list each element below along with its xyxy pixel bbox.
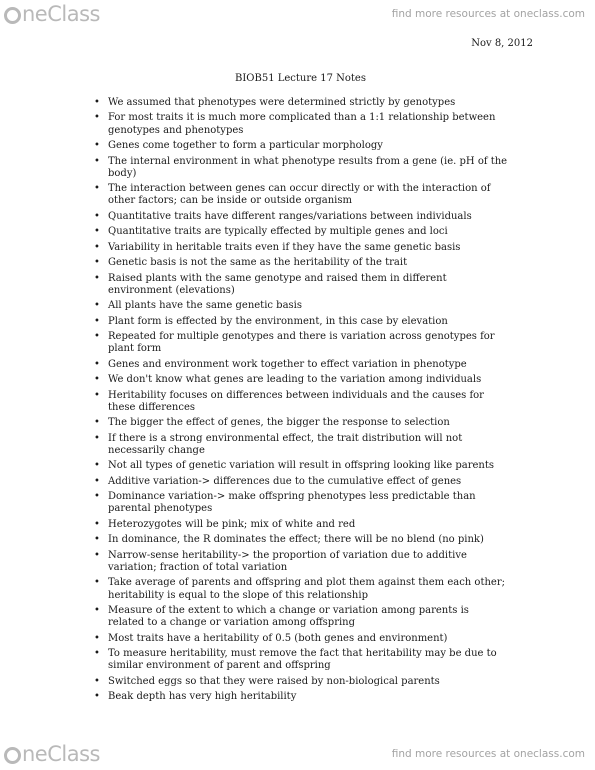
note-text: Narrow-sense heritability-> the proportion of variation due to additive variation; fraction of total variation bbox=[108, 549, 467, 573]
bullet-icon: • bbox=[94, 549, 100, 561]
note-text: Measure of the extent to which a change or variation among parents is related to a change or variation among offspring bbox=[108, 605, 469, 629]
note-text: We assumed that phenotypes were determined strictly by genotypes bbox=[108, 97, 456, 108]
bullet-icon: • bbox=[94, 605, 100, 617]
bullet-icon: • bbox=[94, 432, 100, 444]
note-item bbox=[94, 257, 508, 269]
oneclass-logo-footer[interactable] bbox=[4, 742, 100, 766]
note-item bbox=[94, 97, 508, 109]
note-text: Heterozygotes will be pink; mix of white and red bbox=[108, 518, 356, 530]
bullet-icon: • bbox=[94, 534, 100, 546]
bullet-icon: • bbox=[94, 210, 100, 222]
note-text: Most traits have a heritability of 0.5 (both genes and environment) bbox=[108, 632, 448, 644]
bullet-icon: • bbox=[94, 389, 100, 401]
note-item bbox=[94, 648, 508, 672]
note-item bbox=[94, 534, 508, 546]
note-text: The internal environment in what phenotype results from a gene (ie. pH of the body) bbox=[108, 155, 508, 179]
bullet-icon: • bbox=[94, 374, 100, 386]
note-text: Quantitative traits are typically effected by multiple genes and loci bbox=[108, 226, 448, 238]
bullet-icon: • bbox=[94, 518, 100, 530]
bullet-icon: • bbox=[94, 648, 100, 660]
bullet-icon: • bbox=[94, 675, 100, 687]
logo-ring-icon bbox=[4, 7, 21, 24]
note-item bbox=[94, 315, 508, 328]
note-item bbox=[94, 112, 508, 136]
logo-text: neClass bbox=[22, 742, 100, 766]
note-text: Switched eggs so that they were raised by non-biological parents bbox=[108, 675, 440, 687]
note-text: The bigger the effect of genes, the bigger the response to selection bbox=[108, 417, 450, 429]
note-text: To measure heritability, must remove the fact that heritability may be due to similar environment of parent and offspring bbox=[108, 648, 497, 672]
note-text: Genes come together to form a particular morphology bbox=[108, 140, 383, 152]
note-item bbox=[94, 518, 508, 531]
note-item bbox=[94, 389, 508, 414]
bullet-icon: • bbox=[94, 183, 100, 195]
bullet-icon: • bbox=[94, 691, 100, 703]
note-item bbox=[94, 374, 508, 386]
note-item bbox=[94, 241, 508, 254]
note-item bbox=[94, 675, 508, 688]
bullet-icon: • bbox=[94, 491, 100, 503]
bullet-icon: • bbox=[94, 226, 100, 238]
bullet-icon: • bbox=[94, 331, 100, 343]
note-text: Take average of parents and offspring and plot them against them each other; heritability is equal to the slope of this relationship bbox=[108, 577, 505, 601]
bullet-icon: • bbox=[94, 460, 100, 472]
note-item bbox=[94, 155, 508, 180]
bullet-icon: • bbox=[94, 112, 100, 124]
note-text: Genes and environment work together to effect variation in phenotype bbox=[108, 358, 467, 370]
bullet-icon: • bbox=[94, 577, 100, 589]
oneclass-logo[interactable] bbox=[4, 2, 100, 26]
note-text: Heritability focuses on differences between individuals and the causes for these differences bbox=[108, 389, 484, 413]
note-text: For most traits it is much more complicated than a 1:1 relationship between genotypes and phenotypes bbox=[108, 112, 496, 136]
bullet-icon: • bbox=[94, 632, 100, 644]
note-text: Dominance variation-> make offspring phenotypes less predictable than parental phenotypes bbox=[108, 491, 476, 515]
note-item bbox=[94, 417, 508, 429]
note-text: Raised plants with the same genotype and raised them in different environment (elevations) bbox=[108, 272, 447, 296]
note-item bbox=[94, 331, 508, 355]
note-item bbox=[94, 577, 508, 601]
logo-text: neClass bbox=[22, 2, 100, 26]
note-item bbox=[94, 549, 508, 574]
bullet-icon: • bbox=[94, 140, 100, 152]
logo-ring-icon bbox=[4, 747, 21, 764]
bullet-icon: • bbox=[94, 97, 100, 108]
note-text: If there is a strong environmental effect, the trait distribution will not necessarily change bbox=[108, 432, 463, 456]
document-title: BIOB51 Lecture 17 Notes bbox=[235, 73, 366, 84]
page-footer bbox=[0, 734, 595, 770]
note-text: Additive variation-> differences due to the cumulative effect of genes bbox=[108, 475, 462, 487]
note-item bbox=[94, 632, 508, 645]
note-text: The interaction between genes can occur directly or with the interaction of other factors; can be inside or outside organism bbox=[108, 183, 491, 207]
notes-list bbox=[94, 97, 508, 707]
note-item bbox=[94, 358, 508, 371]
note-text: Quantitative traits have different ranges/variations between individuals bbox=[108, 210, 472, 222]
bullet-icon: • bbox=[94, 475, 100, 487]
note-item bbox=[94, 272, 508, 297]
note-item bbox=[94, 491, 508, 515]
note-text: We don't know what genes are leading to the variation among individuals bbox=[108, 374, 482, 386]
bullet-icon: • bbox=[94, 155, 100, 167]
note-text: Beak depth has very high heritability bbox=[108, 691, 297, 703]
bullet-icon: • bbox=[94, 241, 100, 253]
note-text: All plants have the same genetic basis bbox=[108, 300, 303, 312]
bullet-icon: • bbox=[94, 300, 100, 312]
note-item bbox=[94, 475, 508, 488]
resources-link-footer[interactable]: find more resources at oneclass.com bbox=[391, 748, 585, 760]
note-item bbox=[94, 140, 508, 152]
note-text: Genetic basis is not the same as the heritability of the trait bbox=[108, 257, 408, 269]
note-item bbox=[94, 605, 508, 629]
note-text: Repeated for multiple genotypes and there is variation across genotypes for plant form bbox=[108, 331, 495, 355]
note-item bbox=[94, 226, 508, 238]
note-item bbox=[94, 183, 508, 207]
document-date: Nov 8, 2012 bbox=[471, 38, 533, 49]
bullet-icon: • bbox=[94, 315, 100, 327]
bullet-icon: • bbox=[94, 417, 100, 429]
note-item bbox=[94, 432, 508, 457]
note-text: Variability in heritable traits even if they have the same genetic basis bbox=[108, 241, 461, 253]
note-text: Plant form is effected by the environment, in this case by elevation bbox=[108, 315, 448, 327]
note-item bbox=[94, 210, 508, 223]
note-item bbox=[94, 460, 508, 472]
bullet-icon: • bbox=[94, 257, 100, 269]
resources-link[interactable]: find more resources at oneclass.com bbox=[391, 8, 585, 20]
note-item bbox=[94, 691, 508, 703]
page-header bbox=[0, 0, 595, 36]
note-text: In dominance, the R dominates the effect; there will be no blend (no pink) bbox=[108, 534, 484, 546]
note-text: Not all types of genetic variation will result in offspring looking like parents bbox=[108, 460, 494, 472]
bullet-icon: • bbox=[94, 272, 100, 284]
bullet-icon: • bbox=[94, 358, 100, 370]
note-item bbox=[94, 300, 508, 312]
